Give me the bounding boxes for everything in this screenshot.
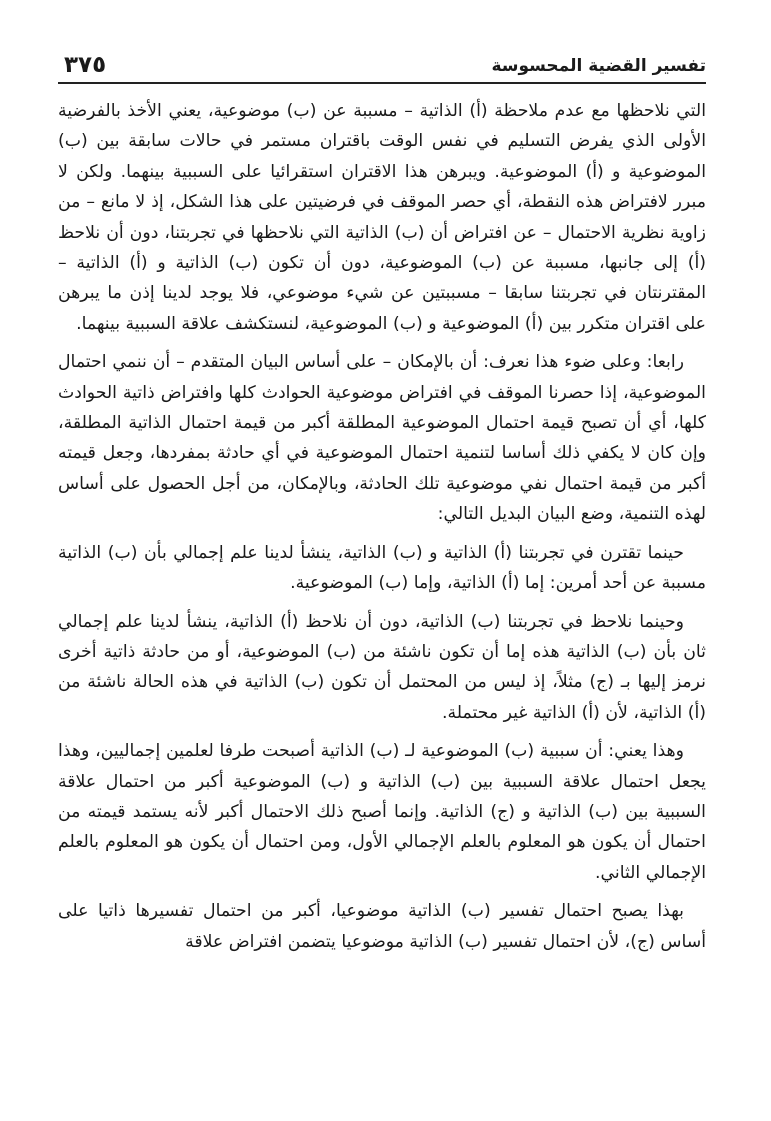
page-body	[58, 96, 706, 957]
paragraph: وحينما نلاحظ في تجربتنا (ب) الذاتية، دون أن نلاحظ (أ) الذاتية، ينشأ لدينا علم إجمالي ثان بأن (ب) الذاتية هذه إما أن تكون ناشئة من (ب) الموضوعية، أو من حادثة ذاتية أخرى نرمز إليها بـ (ج) مثلاً، إذ ليس من المحتمل أن تكون (ب) الذاتية في هذه الحالة ناشئة من (أ) الذاتية، لأن (أ) الذاتية غير محتملة.	[58, 611, 706, 723]
paragraph: وهذا يعني: أن سببية (ب) الموضوعية لـ (ب) الذاتية أصبحت طرفا لعلمين إجماليين، وهذا يجعل احتمال علاقة السببية بين (ب) الذاتية و (ب) الموضوعية أكبر من احتمال علاقة السببية بين (ب) الذاتية و (ج) الذاتية. وإنما أصبح ذلك الاحتمال أكبر لأنه يستمد قيمته من احتمال أن يكون هو المعلوم بالعلم الإجمالي الأول، ومن احتمال أن يكون هو المعلوم بالعلم الإجمالي الثاني.	[58, 741, 706, 883]
page-number: ٣٧٥	[64, 52, 107, 78]
paragraph: حينما تقترن في تجربتنا (أ) الذاتية و (ب) الذاتية، ينشأ لدينا علم إجمالي بأن (ب) الذاتية مسببة عن أحد أمرين: إما (أ) الذاتية، وإما (ب) الموضوعية.	[58, 542, 706, 594]
paragraph: التي نلاحظها مع عدم ملاحظة (أ) الذاتية – مسببة عن (ب) موضوعية، يعني الأخذ بالفرضية الأولى الذي يفرض التسليم في نفس الوقت باقتران مستمر في حالات سابقة بين (ب) الموضوعية و (أ) الموضوعية. ويبرهن هذا الاقتران استقرائيا على السببية بينهما. ولكن لا مبرر لافتراض هذه النقطة، أي حصر الموقف في فرضيتين على هذا الشكل، إذ لا مانع – من زاوية نظرية الاحتمال – عن افتراض أن (ب) الذاتية التي نلاحظها في تجربتنا، دون أن نلاحظ (أ) إلى جانبها، مسببة عن (ب) الموضوعية، دون أن تكون (ب) الذاتية و (أ) الذاتية – المقترنتان في تجربتنا سابقا – مسببتين عن شيء موضوعي، فلا يوجد لدينا إذن ما يبرهن على اقتران متكرر بين (أ) الموضوعية و (ب) الموضوعية، لنستكشف علاقة السببية بينهما.	[58, 101, 706, 334]
running-header	[58, 40, 706, 84]
paragraph: بهذا يصبح احتمال تفسير (ب) الذاتية موضوعيا، أكبر من احتمال تفسيرها ذاتيا على أساس (ج)، لأن احتمال تفسير (ب) الذاتية موضوعيا يتضمن افتراض علاقة	[58, 901, 706, 952]
book-page	[58, 40, 706, 963]
paragraph: رابعا: وعلى ضوء هذا نعرف: أن بالإمكان – على أساس البيان المتقدم – أن ننمي احتمال الموضوعية، إذا حصرنا الموقف في افتراض موضوعية الحوادث كلها وافتراض ذاتية الحوادث كلها، أي أن تصبح قيمة احتمال الموضوعية المطلقة أكبر من قيمة احتمال الذاتية المطلقة، وإن كان لا يكفي ذلك أساسا لتنمية احتمال الموضوعية في أي حادثة بمفردها، وجعل قيمته أكبر من قيمة احتمال نفي موضوعية تلك الحادثة، وبالإمكان، من أجل الحصول على أساس لهذه التنمية، وضع البيان البديل التالي:	[58, 352, 706, 525]
running-title: تفسير القضية المحسوسة	[491, 56, 706, 76]
